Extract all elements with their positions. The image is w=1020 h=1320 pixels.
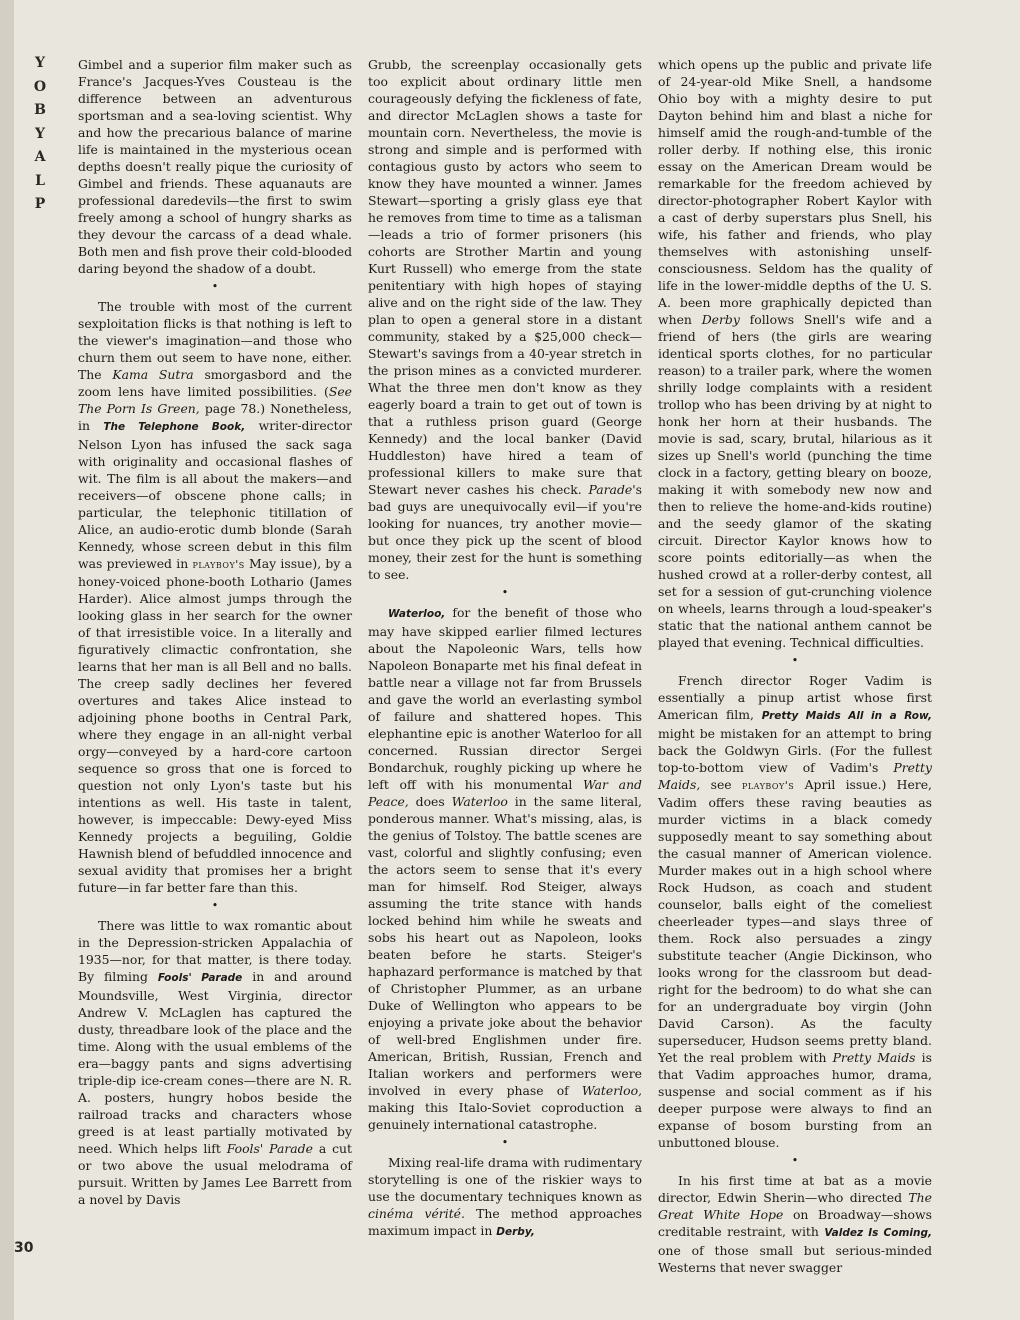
section-bullet: •	[501, 586, 509, 599]
masthead-letter: L	[35, 172, 45, 189]
masthead-letter: O	[33, 78, 47, 95]
paragraph-waterloo: Waterloo, for the benefit of those who may have skipped earlier filmed lectures about the Napoleonic Wars, tells how Napoleon Bonaparte met his final defeat in battle near a village not far from Brussels and gave the world an everlasting symbol of failure and shattered hopes. This elephantine epic is another Waterloo for all concerned. Russian director Sergei Bondarchuk, roughly picking up where he left off with his monumental War and Peace, does Waterloo in the same literal, ponderous manner. What's missing, alas, is the genius of Tolstoy. The battle scenes are vast, colorful and slightly confusing; even the actors seem to sense that it's every man for himself. Rod Steiger, always assuming the trite stance with hands locked behind him while he sweats and sobs his heart out as Napoleon, looks beaten before he starts. Steiger's haphazard performance is matched by that of Christopher Plummer, as an urbane Duke of Wellington who appears to be enjoying a private joke about the behavior of well-bred Englishmen under fire. American, British, Russian, French and Italian workers and performers were involved in every phase of Waterloo, making this Italo-Soviet coproduction a genuinely international catastrophe.	[368, 605, 642, 1132]
section-bullet: •	[501, 1136, 509, 1149]
paragraph-fools-parade-cont: Grubb, the screenplay occasionally gets too explicit about ordinary little men courageously defying the fickleness of fate, and director McLaglen shows a taste for mountain corn. Nevertheless, the movie is strong and simple and is performed with contagious gusto by actors who seem to know they have mounted a winner. James Stewart—sporting a grisly glass eye that he removes from time to time as a talisman—leads a trio of former prisoners (his cohorts are Strother Martin and young Kurt Russell) who emerge from the state penitentiary with high hopes of staying alive and on the right side of the law. They plan to open a general store in a distant community, staked by a $25,000 check—Stewart's savings from a 40-year stretch in the prison mines as a convicted murderer. What the three men don't know as they eagerly board a train to get out of town is that a ruthless prison guard (George Kennedy) and the local banker (David Huddleston) have hired a team of professional killers to make sure that Stewart never cashes his check. Parade's bad guys are unequivocally evil—if you're looking for nuances, try another movie—but once they pick up the scent of blood money, their zest for the hunt is something to see.	[368, 57, 642, 582]
paragraph-telephone-book: The trouble with most of the current sexploitation flicks is that nothing is left to the viewer's imagination—and those who churn them out seem to have none, either. The Kama Sutra smorgasbord and the zoom lens have limited possibilities. (See The Porn Is Green, page 78.) Nonetheless, in The Telephone Book, writer-director Nelson Lyon has infused the sack saga with originality and occasional flashes of wit. The film is all about the makers—and receivers—of obscene phone calls; in particular, the telephonic titillation of Alice, an audio-erotic dumb blonde (Sarah Kennedy, whose screen debut in this film was previewed in playboy's May issue), by a honey-voiced phone-booth Lothario (James Harder). Alice almost jumps through the looking glass in her search for the owner of that irresistible voice. In a literally and figuratively climactic confrontation, she learns that her man is all Bell and no balls. The creep sadly declines her fevered overtures and takes Alice instead to adjoining phone booths in Central Park, where they engage in an all-night verbal orgy—conveyed by a hard-core cartoon sequence so gross that one is forced to question not only Lyon's taste but his intentions as well. His taste in talent, however, is impeccable: Dewy-eyed Miss Kennedy projects a beguiling, Goldie Hawnish blend of befuddled innocence and sexual avidity that promises her a bright future—in far better fare than this.	[78, 299, 352, 895]
paragraph-pretty-maids: French director Roger Vadim is essentially a pinup artist whose first American film, Pretty Maids All in a Row, might be mistaken for an attempt to bring back the Goldwyn Girls. (For the fullest top-to-bottom view of Vadim's Pretty Maids, see playboy's April issue.) Here, Vadim offers these raving beauties as murder victims in a black comedy supposedly meant to say something about the casual manner of American violence. Murder makes out in a high school where Rock Hudson, as coach and student counselor, balls eight of the comeliest cheerleader types—and slays three of them. Rock also persuades a zingy substitute teacher (Angie Dickinson, who looks wrong for the classroom but dead-right for the bedroom) to do what she can for an undergraduate boy virgin (John David Carson). As the faculty superseducer, Hudson seems pretty bland. Yet the real problem with Pretty Maids is that Vadim approaches humor, drama, suspense and social comment as if his deeper purpose were always to find an expanse of bosom bursting from an unbuttoned blouse.	[658, 673, 932, 1150]
masthead-letter: P	[34, 196, 46, 212]
page-number: 30	[14, 1240, 34, 1256]
section-bullet: •	[791, 654, 799, 667]
paragraph-derby: which opens up the public and private life of 24-year-old Mike Snell, a handsome Ohio boy with a mighty desire to put Dayton behind him and blast a niche for himself amid the rough-and-tumble of the roller derby. If nothing else, this ironic essay on the American Dream would be remarkable for the freedom achieved by director-photographer Robert Kaylor with a cast of derby superstars plus Snell, his wife, his father and friends, who play themselves with astonishing unself-consciousness. Seldom has the quality of life in the lower-middle depths of the U. S. A. been more graphically depicted than when Derby follows Snell's wife and a friend of hers (the girls are wearing identical sports clothes, for no particular reason) to a trailer park, where the women shrilly lodge complaints with a resident trollop who has been driving by at night to honk her horn at their husbands. The movie is sad, scary, brutal, hilarious as it sizes up Snell's world (punching the time clock in a factory, getting bleary on booze, making it with somebody new now and then to relieve the home-and-kids routine) and the seedy glamor of the skating circuit. Director Kaylor knows how to score points editorially—as when the hushed crowd at a roller-derby contest, all set for a session of gut-crunching violence on wheels, learns through a loud-speaker's static that the national anthem cannot be played that evening. Technical difficulties.	[658, 57, 932, 650]
masthead-letter: B	[34, 102, 46, 118]
section-bullet: •	[211, 280, 219, 293]
paragraph-gimbel: Gimbel and a superior film maker such as France's Jacques-Yves Cousteau is the difference between an adventurous sportsman and a sea-loving scientist. Why and how the precarious balance of marine life is maintained in the mysterious ocean depths doesn't really pique the curiosity of Gimbel and friends. These aquanauts are professional daredevils—the first to swim freely among a school of hungry sharks as they devour the carcass of a dead whale. Both men and fish prove their cold-blooded daring beyond the shadow of a doubt.	[78, 57, 352, 276]
section-bullet: •	[791, 1154, 799, 1167]
paragraph-valdez: In his first time at bat as a movie director, Edwin Sherin—who directed The Great White Hope on Broadway—shows creditable restraint, with Valdez Is Coming, one of those small but serious-minded Westerns that never swagger	[658, 1173, 932, 1275]
masthead-letter: A	[34, 149, 46, 165]
column-2	[368, 56, 642, 1241]
column-3	[658, 56, 932, 1276]
masthead-letter: Y	[35, 125, 45, 142]
masthead-letter: Y	[35, 55, 45, 71]
paragraph-derby-intro: Mixing real-life drama with rudimentary storytelling is one of the riskier ways to use the documentary techniques known as cinéma vérité. The method approaches maximum impact in Derby,	[368, 1155, 642, 1238]
playboy-masthead-vertical	[30, 52, 50, 217]
page-edge	[0, 0, 14, 1320]
column-1	[78, 56, 352, 1208]
section-bullet: •	[211, 899, 219, 912]
paragraph-fools-parade: There was little to wax romantic about in the Depression-stricken Appalachia of 1935—nor, for that matter, is there today. By filming Fools' Parade in and around Moundsville, West Virginia, director Andrew V. McLaglen has captured the dusty, threadbare look of the place and the time. Along with the usual emblems of the era—baggy pants and signs advertising triple-dip ice-cream cones—there are N. R. A. posters, hungry hobos beside the railroad tracks and characters whose greed is at least partially motivated by need. Which helps lift Fools' Parade a cut or two above the usual melodrama of pursuit. Written by James Lee Barrett from a novel by Davis	[78, 918, 352, 1207]
